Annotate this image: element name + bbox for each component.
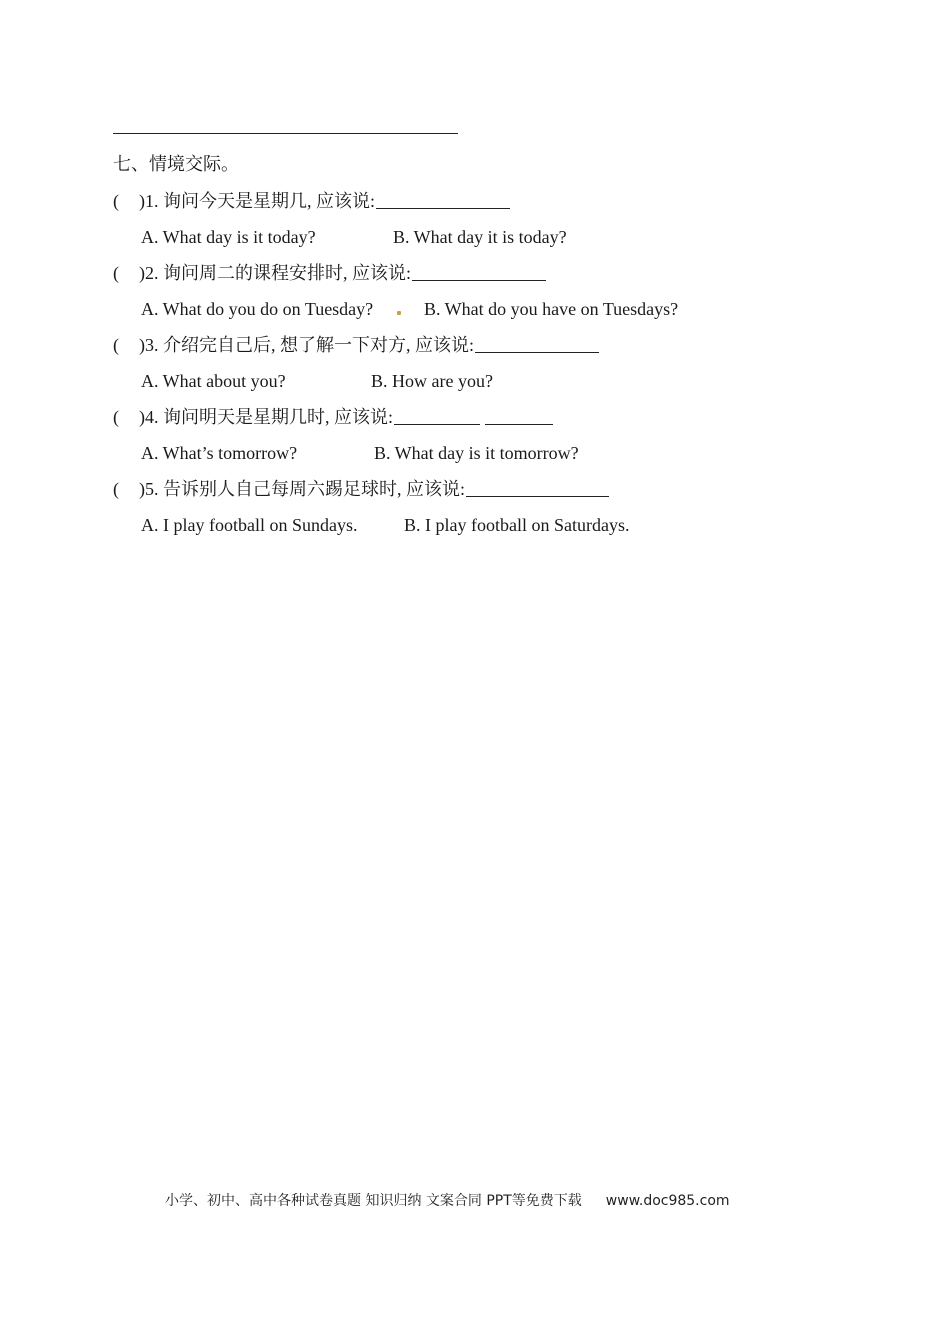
question-text: 3. 介绍完自己后, 想了解一下对方, 应该说: (145, 335, 474, 355)
option-b: B. What do you have on Tuesdays? (424, 299, 679, 319)
answer-paren-close: ) (139, 263, 145, 283)
option-a: A. I play football on Sundays. (141, 515, 358, 535)
question-text: 5. 告诉别人自己每周六踢足球时, 应该说: (145, 479, 465, 499)
question-stem (113, 476, 813, 501)
question-3 (113, 332, 813, 393)
options-row (113, 513, 813, 537)
answer-paren-close: ) (139, 479, 145, 499)
question-stem (113, 260, 813, 285)
question-stem (113, 188, 813, 213)
answer-line-divider (113, 133, 458, 134)
answer-paren-close: ) (139, 407, 145, 427)
footer-url-link[interactable]: www.doc985.com (605, 1193, 730, 1209)
answer-paren-open: ( (113, 479, 119, 499)
question-4 (113, 404, 813, 465)
option-a: A. What’s tomorrow? (141, 443, 298, 463)
question-text: 2. 询问周二的课程安排时, 应该说: (145, 263, 411, 283)
answer-blank (485, 406, 553, 425)
option-a: A. What about you? (141, 371, 286, 391)
footer-text: 小学、初中、高中各种试卷真题 知识归纳 文案合同 PPT等免费下载 (165, 1193, 582, 1209)
options-row (113, 369, 813, 393)
answer-blank (412, 262, 546, 281)
answer-blank (466, 478, 609, 497)
answer-paren-open: ( (113, 191, 119, 211)
footer (165, 1191, 730, 1211)
answer-blank (475, 334, 599, 353)
question-1 (113, 188, 813, 249)
question-stem (113, 404, 813, 429)
answer-paren-open: ( (113, 407, 119, 427)
question-text: 1. 询问今天是星期几, 应该说: (145, 191, 375, 211)
section-title: 七、情境交际。 (113, 154, 239, 174)
option-b: B. How are you? (371, 371, 493, 391)
answer-paren-open: ( (113, 335, 119, 355)
option-b: B. I play football on Saturdays. (404, 515, 630, 535)
question-5 (113, 476, 813, 537)
answer-paren-close: ) (139, 191, 145, 211)
scan-dot-mark (397, 311, 401, 315)
question-text: 4. 询问明天是星期几时, 应该说: (145, 407, 393, 427)
options-row (113, 297, 813, 321)
options-row (113, 225, 813, 249)
question-2 (113, 260, 813, 321)
question-stem (113, 332, 813, 357)
answer-paren-open: ( (113, 263, 119, 283)
options-row (113, 441, 813, 465)
option-a: A. What do you do on Tuesday? (141, 299, 374, 319)
option-b: B. What day is it tomorrow? (374, 443, 579, 463)
option-b: B. What day it is today? (393, 227, 567, 247)
option-a: A. What day is it today? (141, 227, 316, 247)
answer-paren-close: ) (139, 335, 145, 355)
answer-blank (394, 406, 480, 425)
answer-blank (376, 190, 510, 209)
